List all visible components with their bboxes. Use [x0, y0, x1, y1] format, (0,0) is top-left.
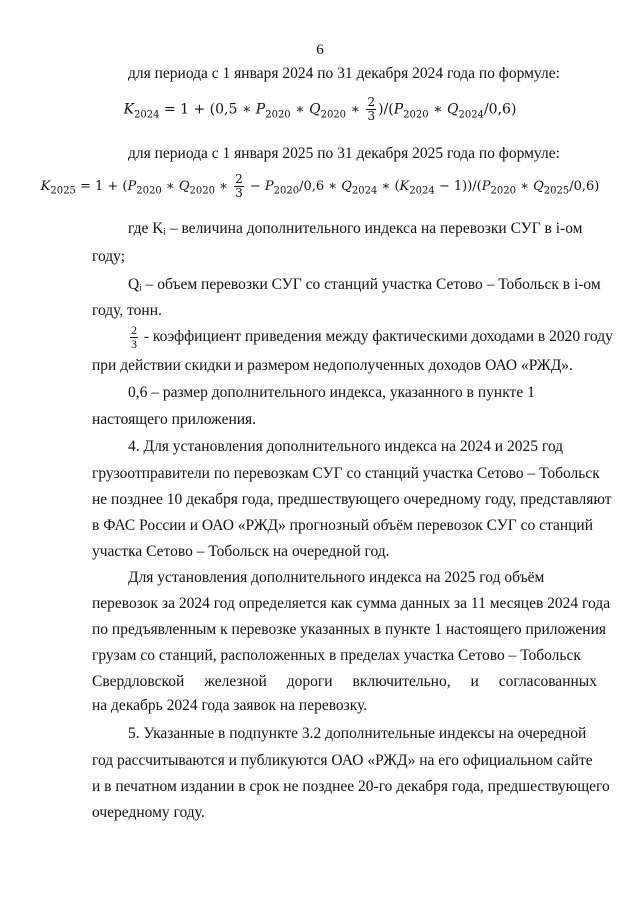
- text-line: настоящего приложения.: [92, 411, 257, 428]
- text-line: в ФАС России и ОАО «РЖД» прогнозный объём перевозок СУГ со станций: [92, 517, 594, 534]
- text-line: году, тонн.: [92, 302, 162, 319]
- text-line-justified: Свердловской железной дороги включительно, и согласованных: [92, 673, 597, 690]
- text-line: грузам со станций, расположенных в пределах участка Сетово – Тобольск: [92, 647, 581, 664]
- text-line-with-fraction: $\frac{2}{3}$ - коэффициент приведения между фактическими доходами в 2020 году: [131, 323, 613, 351]
- text-line: перевозок за 2024 год определяется как сумма данных за 11 месяцев 2024 года: [92, 595, 611, 612]
- text-line: где Kᵢ – величина дополнительного индекса на перевозки СУГ в i-ом: [128, 220, 583, 237]
- fraction-two-thirds: $\frac{2}{3}$: [131, 323, 137, 351]
- text-line: год рассчитываются и публикуются ОАО «РЖД» на его официальном сайте: [92, 752, 593, 769]
- text-line: для периода с 1 января 2024 по 31 декабря 2024 года по формуле:: [128, 65, 560, 82]
- text-line: участка Сетово – Тобольск на очередной год.: [92, 543, 390, 560]
- text-line: не позднее 10 декабря года, предшествующего очередному году, представляют: [92, 491, 612, 508]
- text-line: при действии скидки и размером недополученных доходов ОАО «РЖД».: [92, 357, 573, 374]
- text-line: 5. Указанные в подпункте 3.2 дополнительные индексы на очередной: [128, 725, 587, 742]
- text-line: грузоотправители по перевозкам СУГ со станций участка Сетово – Тобольск: [92, 465, 600, 482]
- formula-k2025: $K_{2025} = 1 + (P_{2020}$ ∗ $Q_{2020}$ ∗ $\frac{2}{3}$ − $P_{2020}/0,6$ ∗ $Q_{2024}$ ∗ $(K_{2024} - 1))/(P_{2020}$ ∗ $Q_{2025}/0,6$): [40, 172, 600, 200]
- formula-k2024: $K_{2024} = 1 + (0,5$ ∗ $P_{2020}$ ∗ $Q_{2020}$ ∗ $\frac{2}{3}$ )$/(P_{2020}$ ∗ $Q_{2024}/0,6$): [123, 95, 517, 123]
- page-number: 6: [316, 42, 324, 58]
- text-line: Для установления дополнительного индекса на 2025 год объём: [128, 569, 545, 586]
- text-line: очередному году.: [92, 804, 205, 821]
- text-line: и в печатном издании в срок не позднее 20-го декабря года, предшествующего: [92, 778, 610, 795]
- text-line: для периода с 1 января 2025 по 31 декабря 2025 года по формуле:: [128, 145, 560, 162]
- text-line: 0,6 – размер дополнительного индекса, указанного в пункте 1: [128, 384, 535, 401]
- text-line: году;: [92, 248, 126, 265]
- text-line: Qᵢ – объем перевозки СУГ со станций участка Сетово – Тобольск в i-ом: [128, 276, 601, 293]
- text-line: на декабрь 2024 года заявок на перевозку.: [92, 697, 368, 714]
- text-line: по предъявленным к перевозке указанных в пункте 1 настоящего приложения: [92, 621, 607, 638]
- text-line: 4. Для установления дополнительного индекса на 2024 и 2025 год: [128, 438, 564, 455]
